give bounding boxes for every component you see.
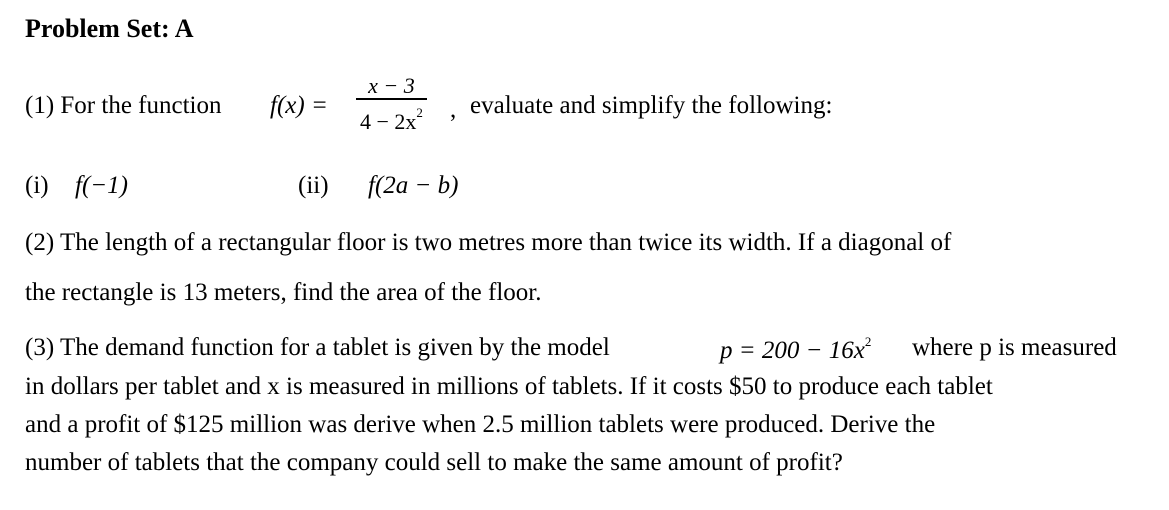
q1-part-ii-expr: f(2a − b) [368, 172, 459, 199]
q1-prefix: (1) For the function [25, 92, 222, 119]
q1-comma: , [450, 96, 457, 123]
q1-part-i-expr: f(−1) [75, 172, 128, 199]
q1-part-i-label: (i) [25, 172, 49, 199]
q3-line1-equation: $p = 200 - 16x^2$ [720, 334, 872, 364]
page-title: Problem Set: A [25, 14, 194, 43]
q2-line2: the rectangle is 13 meters, find the area of the floor. [25, 279, 542, 306]
q3-line2: in dollars per tablet and x is measured in millions of tablets. If it costs $50 to produce each tablet [25, 373, 993, 400]
q3-line1-b: where p is measured [912, 334, 1117, 361]
q1-fraction-denominator: $4 - 2x^2$ [360, 104, 423, 134]
q3-line1-a: (3) The demand function for a tablet is given by the model [25, 334, 610, 361]
q3-line3: and a profit of $125 million was derive when 2.5 million tablets were produced. Derive the [25, 411, 936, 438]
q2-line1: (2) The length of a rectangular floor is two metres more than twice its width. If a diagonal of [25, 229, 952, 256]
q1-fraction-numerator: x − 3 [368, 73, 415, 98]
q1-function-lhs: f(x) = [270, 92, 328, 119]
q1-suffix: evaluate and simplify the following: [470, 92, 833, 119]
q3-line4: number of tablets that the company could sell to make the same amount of profit? [25, 449, 843, 476]
q1-fraction [356, 74, 427, 135]
q1-part-ii-label: (ii) [298, 172, 329, 199]
